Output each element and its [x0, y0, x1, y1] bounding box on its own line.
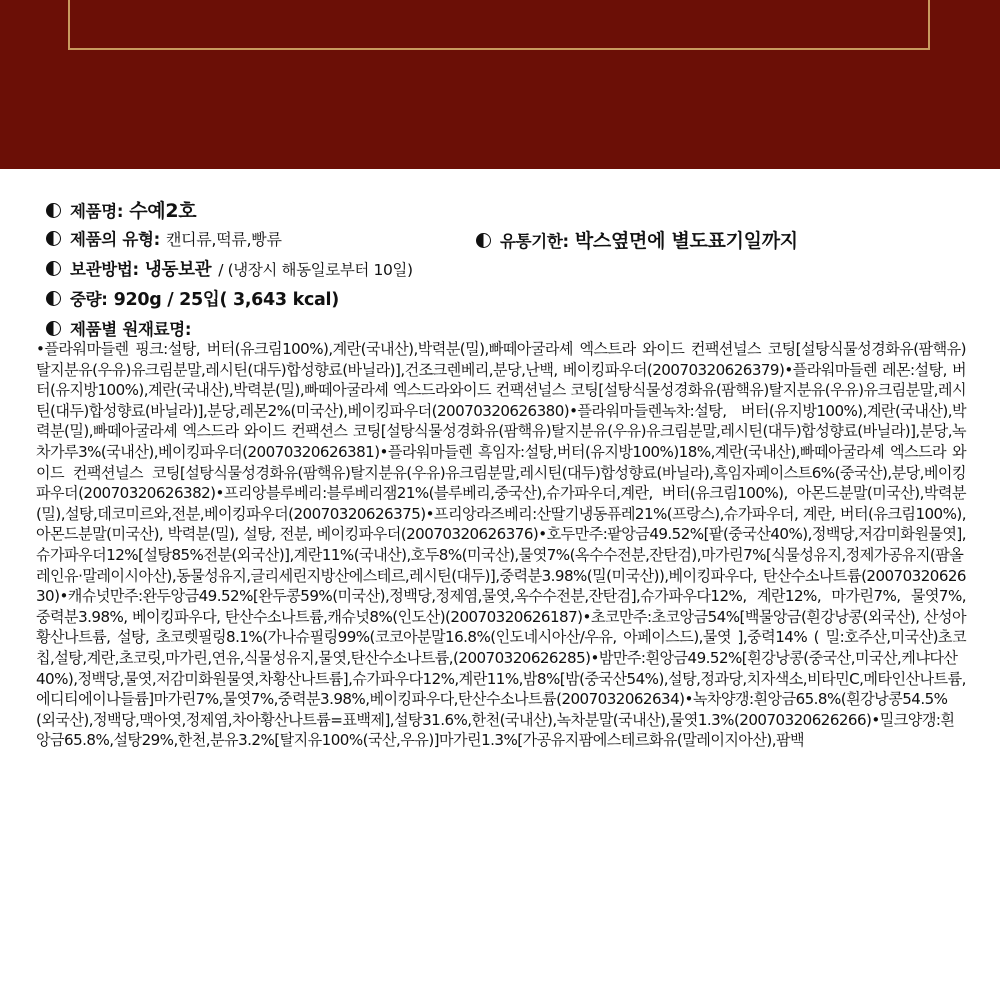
bullet-icon: [46, 231, 61, 246]
bullet-icon: [46, 261, 61, 276]
info-row-storage: [0, 256, 1000, 286]
bullet-icon: [46, 321, 61, 336]
value-product-type: 캔디류,떡류,빵류: [165, 230, 282, 249]
product-info-block: [0, 196, 1000, 346]
label-weight: 중량:: [70, 290, 108, 309]
top-banner: [0, 0, 1000, 169]
bullet-icon: [476, 233, 491, 248]
label-ingredients: 제품별 원재료명:: [70, 320, 192, 339]
value-weight: 920g / 25입( 3,643 kcal): [113, 290, 339, 310]
banner-frame-border: [68, 0, 930, 50]
label-expiry: 유통기한:: [500, 232, 569, 251]
value-product-name: 수예2호: [129, 200, 197, 222]
value-expiry: 박스옆면에 별도표기일까지: [574, 230, 798, 252]
label-product-type: 제품의 유형:: [70, 230, 160, 249]
info-row-weight: [0, 286, 1000, 316]
bullet-icon: [46, 203, 61, 218]
label-storage: 보관방법:: [70, 260, 139, 279]
info-row-product-type: [0, 226, 1000, 256]
info-row-product-name: [0, 196, 1000, 226]
label-product-name: 제품명:: [70, 202, 124, 221]
value-storage-note: / (냉장시 해동일로부터 10일): [218, 261, 413, 279]
info-row-expiry: [476, 226, 798, 253]
ingredients-paragraph: •플라워마들렌 핑크:설탕, 버터(유크림100%),계란(국내산),박력분(밀),빠떼아굴라셰 엑스트라 와이드 컨팩션널스 코팅[설탕식물성경화유(팜핵유)탈지분유(우유)유크림분말,레시틴(대두)합성향료(바닐라)],건조크렌베리,분당,난백, 베이킹파우더(20070320626379)•플라워마들렌 레몬:설탕, 버터(유지방100%),계란(국내산),박력분(밀),빠떼아굴라셰 엑스드라와이드 컨팩션널스 코팅[설탕식물성경화유(팜핵유)탈지분유(우유)유크림분말,레시틴(대두)합성향료(바닐라)],분당,레몬2%(미국산),베이킹파우더(20070320626380)•플라워마들렌녹차:설탕, 버터(유지방100%),계란(국내산),박력분(밀),빠떼아굴라셰 엑스드라 와이드 컨팩션스 코팅[설탕식물성경화유(팜핵유)탈지분유(우유)유크림분말,레시틴(대두)합성향료(바닐라)],분당,녹차가루3%(국내산),베이킹파우더(20070320626381)•플라워마들렌 흑임자:설탕,버터(유지방100%)18%,계란(국내산),빠떼아굴라셰 엑스드라 와이드 컨팩션널스 코팅[설탕식물성경화유(팜핵유)탈지분유(우유)유크림분말,레시틴(대두)합성향료(바닐라),흑임자페이스트6%(중국산),분당,베이킹파우더(20070320626382)•프리앙블루베리:블루베리잼21%(블루베리,중국산),슈가파우더,계란, 버터(유크림100%), 아몬드분말(미국산),박력분(밀),설탕,데코미르와,전분,베이킹파우더(20070320626375)•프리앙라즈베리:산딸기냉동퓨레21%(프랑스),슈가파우더, 계란, 버터(유크림100%), 아몬드분말(미국산), 박력분(밀), 설탕, 전분, 베이킹파우더(20070320626376)•호두만주:팥앙금49.52%[팥(중국산40%),정백당,저감미화원물엿],슈가파우더12%[설탕85%전분(외국산)],계란11%(국내산),호두8%(미국산),물엿7%(옥수수전분,잔탄검),마가린7%[식물성유지,정제가공유지(팜올레인유·말레이시아산),동물성유지,글리세린지방산에스테르,레시틴(대두)],중력분3.98%(밀(미국산)),베이킹파우다, 탄산수소나트륨(2007032062630)•캐슈넛만주:완두앙금49.52%[완두콩59%(미국산),정백당,정제염,물엿,옥수수전분,잔탄검],슈가파우다12%, 계란12%, 마가린7%, 물엿7%, 중력분3.98%, 베이킹파우다, 탄산수소나트륨,캐슈넛8%(인도산)(20070320626187)•초코만주:초코앙금54%[백물앙금(흰강낭콩(외국산), 산성아황산나트륨, 설탕, 초코렛필링8.1%(가나슈필링99%(코코아분말16.8%(인도네시아산/우유, 아페이스드),물엿 ],중력14% ( 밀:호주산,미국산)초코칩,설탕,계란,초코릿,마가린,연유,식물성유지,물엿,탄산수소나트륨,(20070320626285)•밤만주:흰앙금49.52%[흰강낭콩(중국산,미국산,케냐다산40%),정백당,물엿,저감미화원물엿,차황산나트륨],슈가파우다12%,계란11%,밤8%[밤(중국산54%),설탕,정과당,치자색소,비타민C,메타인산나트륨,에디티에이나들륨]마가린7%,물엿7%,중력분3.98%,베이킹파우다,탄산수소나트륨(2007032062634)•녹차양갱:흰앙금65.8%(흰강낭콩54.5%(외국산),정백당,맥아엿,정제염,차아황산나트륨=표백제],설탕31.6%,한천(국내산),녹차분말(국내산),물엿1.3%(20070320626266)•밀크양갱:흰앙금65.8%,설탕29%,한천,분유3.2%[탈지유100%(국산,우유)]마가린1.3%[가공유지팜에스테르화유(말레이지아산),팜백: [36, 340, 966, 750]
bullet-icon: [46, 291, 61, 306]
value-storage: 냉동보관: [144, 260, 212, 280]
